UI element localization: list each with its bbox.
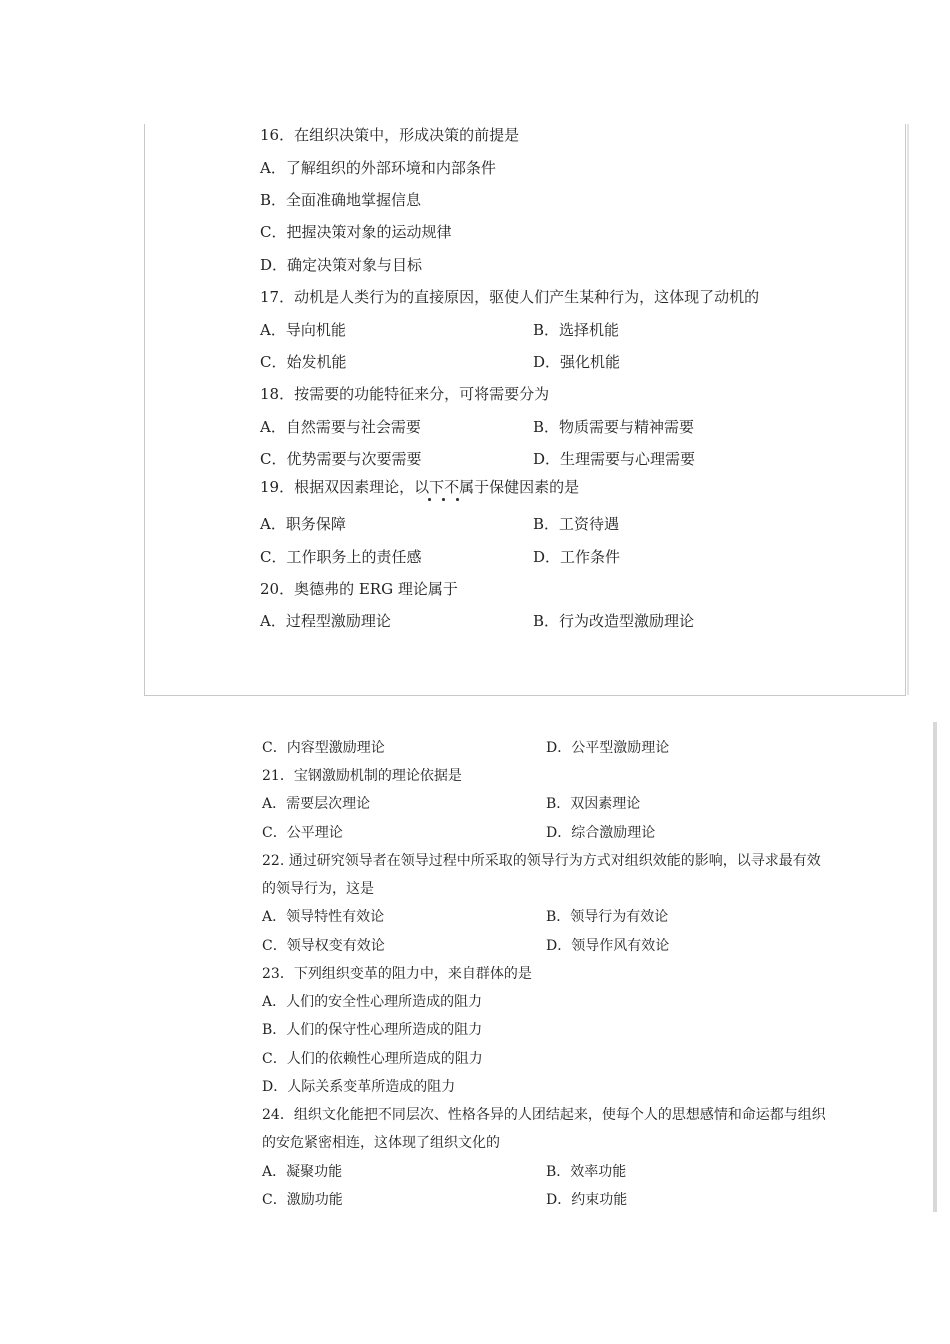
question-16-stem: 16．在组织决策中，形成决策的前提是 xyxy=(260,126,520,144)
question-21-stem: 21．宝钢激励机制的理论依据是 xyxy=(262,768,462,784)
question-20-option-c: C．内容型激励理论 xyxy=(262,740,385,756)
question-17-option-b: B．选择机能 xyxy=(533,321,620,339)
question-23-option-a: A．人们的安全性心理所造成的阻力 xyxy=(262,994,483,1010)
question-22-option-b: B．领导行为有效论 xyxy=(546,909,669,925)
question-24-stem-line-1: 24．组织文化能把不同层次、性格各异的人团结起来，使每个人的思想感情和命运都与组织 xyxy=(262,1107,826,1123)
question-21-option-a: A．需要层次理论 xyxy=(262,796,371,812)
question-16-option-d: D．确定决策对象与目标 xyxy=(260,256,423,274)
question-23-option-d: D．人际关系变革所造成的阻力 xyxy=(262,1079,456,1095)
question-18-option-c: C．优势需要与次要需要 xyxy=(260,450,422,468)
question-20-stem: 20．奥德弗的 ERG 理论属于 xyxy=(260,580,458,598)
emphasis-dot xyxy=(442,498,445,501)
question-24-stem-line-2: 的安危紧密相连，这体现了组织文化的 xyxy=(262,1135,500,1151)
question-18-stem: 18．按需要的功能特征来分，可将需要分为 xyxy=(260,385,550,403)
question-16-option-a: A．了解组织的外部环境和内部条件 xyxy=(260,159,496,177)
question-24-option-c: C．激励功能 xyxy=(262,1192,343,1208)
question-21-option-b: B．双因素理论 xyxy=(546,796,641,812)
question-23-stem: 23．下列组织变革的阻力中，来自群体的是 xyxy=(262,966,532,982)
top-page-panel xyxy=(144,124,906,696)
question-18-option-b: B．物质需要与精神需要 xyxy=(533,418,695,436)
question-21-option-c: C．公平理论 xyxy=(262,825,343,841)
question-17-option-d: D．强化机能 xyxy=(533,353,621,371)
page-edge-shadow xyxy=(907,124,909,695)
question-21-option-d: D．综合激励理论 xyxy=(546,825,656,841)
question-20-option-b: B．行为改造型激励理论 xyxy=(533,612,695,630)
question-16-option-c: C．把握决策对象的运动规律 xyxy=(260,223,452,241)
question-20-option-d: D．公平型激励理论 xyxy=(546,740,670,756)
question-19-option-c: C．工作职务上的责任感 xyxy=(260,548,422,566)
question-19-option-b: B．工资待遇 xyxy=(533,515,620,533)
question-19-stem: 19．根据双因素理论，以下不属于保健因素的是 xyxy=(260,478,580,496)
question-18-option-a: A．自然需要与社会需要 xyxy=(260,418,421,436)
question-17-option-a: A．导向机能 xyxy=(260,321,346,339)
emphasis-dot xyxy=(428,498,431,501)
question-22-option-c: C．领导权变有效论 xyxy=(262,938,385,954)
question-23-option-b: B．人们的保守性心理所造成的阻力 xyxy=(262,1022,483,1038)
question-19-option-d: D．工作条件 xyxy=(533,548,621,566)
question-22-option-a: A．领导特性有效论 xyxy=(262,909,385,925)
question-16-option-b: B．全面准确地掌握信息 xyxy=(260,191,422,209)
question-24-option-b: B．效率功能 xyxy=(546,1164,627,1180)
question-18-option-d: D．生理需要与心理需要 xyxy=(533,450,696,468)
question-22-stem-line-2: 的领导行为，这是 xyxy=(262,881,374,897)
question-22-option-d: D．领导作风有效论 xyxy=(546,938,670,954)
question-19-option-a: A．职务保障 xyxy=(260,515,346,533)
emphasis-dot xyxy=(456,498,459,501)
question-24-option-d: D．约束功能 xyxy=(546,1192,628,1208)
question-24-option-a: A．凝聚功能 xyxy=(262,1164,343,1180)
question-22-stem-line-1: 22. 通过研究领导者在领导过程中所采取的领导行为方式对组织效能的影响，以寻求最有效 xyxy=(262,853,821,869)
question-20-option-a: A．过程型激励理论 xyxy=(260,612,391,630)
bottom-page-edge xyxy=(933,722,937,1212)
question-23-option-c: C．人们的依赖性心理所造成的阻力 xyxy=(262,1051,483,1067)
question-17-stem: 17．动机是人类行为的直接原因，驱使人们产生某种行为，这体现了动机的 xyxy=(260,288,760,306)
question-17-option-c: C．始发机能 xyxy=(260,353,347,371)
